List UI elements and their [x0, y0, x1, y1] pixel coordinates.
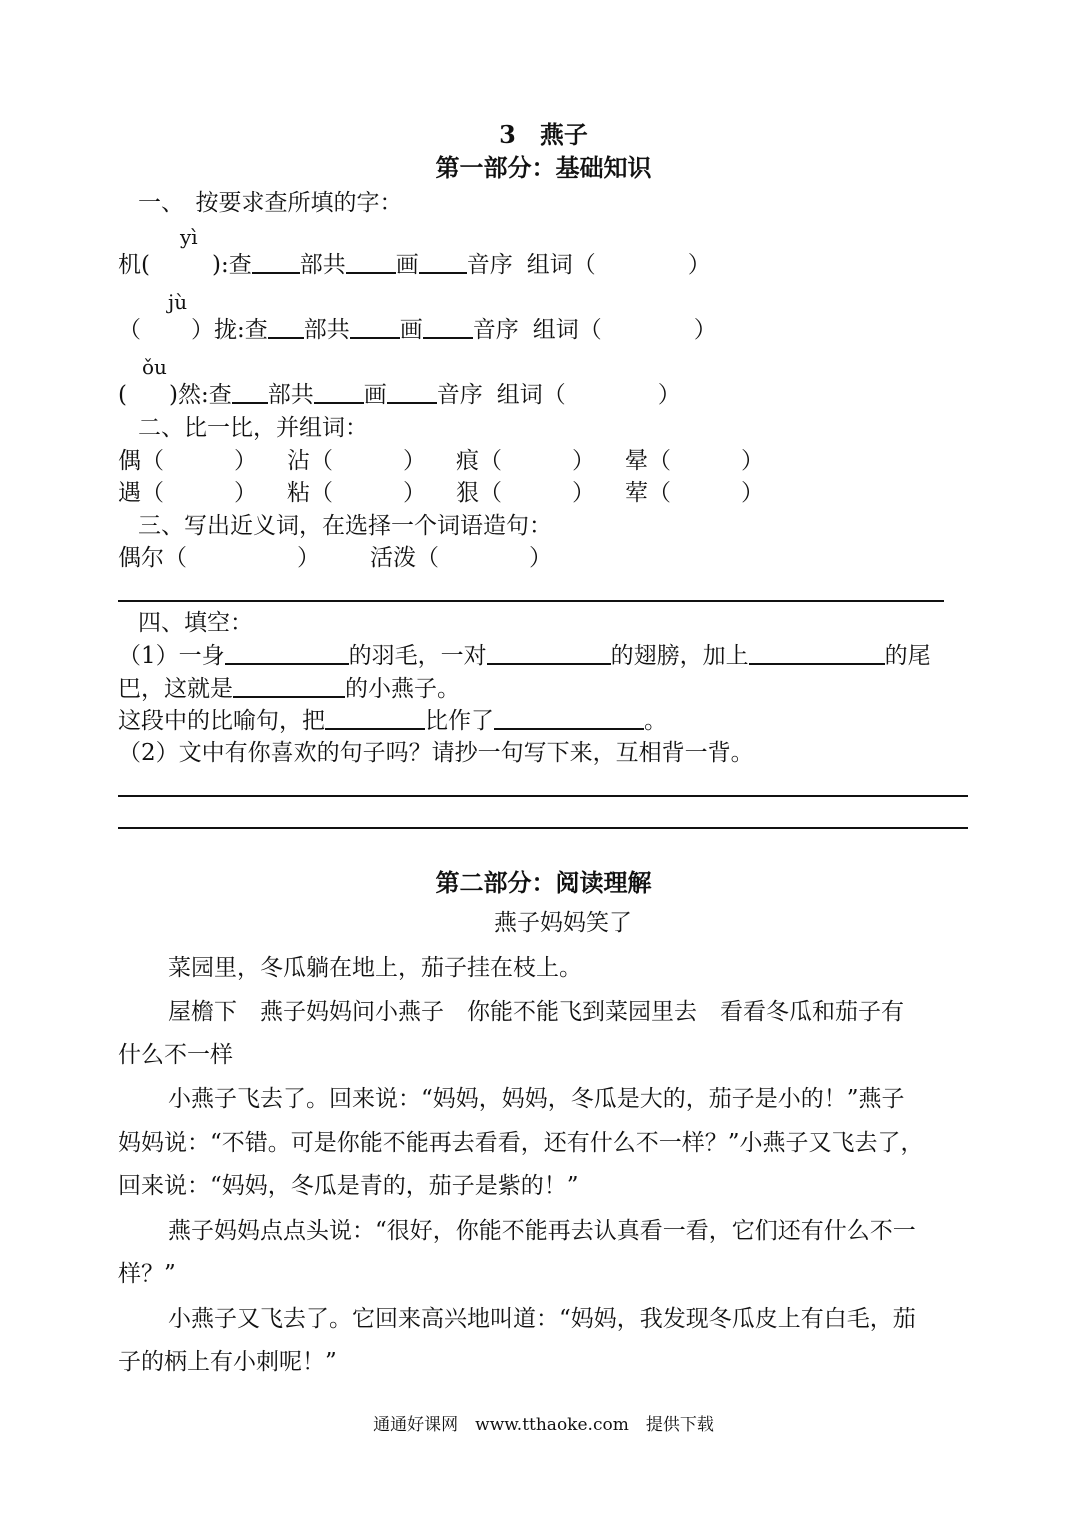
blank-feather[interactable]	[225, 641, 349, 665]
q4-title: 四、填空：	[138, 610, 253, 636]
q1-title: 一、 按要求查所填的字：	[138, 190, 403, 216]
blank-swallow[interactable]	[233, 674, 345, 698]
blank-wings[interactable]	[487, 641, 611, 665]
story-line-5: 妈妈说：“不错。可是你能不能再去看看，还有什么不一样？”小燕子又飞去了，	[118, 1130, 924, 1156]
blank-radical-3[interactable]	[232, 380, 268, 404]
story-line-10: 子的柄上有小刺呢！”	[118, 1349, 337, 1375]
story-line-3: 什么不一样	[118, 1042, 233, 1068]
copy-answer-line-2[interactable]	[118, 827, 968, 829]
blank-radical-1[interactable]	[252, 250, 300, 274]
footer-credit: 通通好课网 www.tthaoke.com 提供下载	[373, 1415, 714, 1435]
blank-order-3[interactable]	[387, 380, 437, 404]
story-line-8: 样？”	[118, 1261, 176, 1287]
q4-line-2: 巴，这就是 的小燕子。	[118, 676, 460, 702]
q1-item-3-char: )然:	[168, 382, 209, 408]
q4-line-1: （1）一身 的羽毛，一对 的翅膀，加上 的尾	[118, 643, 931, 669]
blank-order-1[interactable]	[419, 250, 467, 274]
q4-line-4: （2）文中有你喜欢的句子吗？请抄一句写下来，互相背一背。	[118, 740, 754, 766]
pinyin-yi: yì	[180, 225, 198, 249]
sentence-answer-line[interactable]	[118, 600, 944, 602]
blank-strokes-2[interactable]	[350, 315, 400, 339]
q1-item-2-char: ）拢:	[191, 317, 245, 343]
pinyin-ou: ǒu	[142, 355, 167, 379]
part2-heading: 第二部分：阅读理解	[435, 868, 652, 897]
q1-item-3: ( )然:查 部共 画 音序 组词（ ）	[118, 382, 681, 408]
q3-title: 三、写出近义词，在选择一个词语造句：	[138, 513, 552, 539]
lesson-title: 3 燕子	[499, 120, 588, 149]
story-line-6: 回来说：“妈妈，冬瓜是青的，茄子是紫的！”	[118, 1173, 579, 1199]
q3-words: 偶尔（ ） 活泼（ ）	[118, 545, 552, 571]
q1-item-1-prefix: 机(	[118, 252, 150, 278]
pinyin-ju: jù	[168, 290, 188, 314]
blank-order-2[interactable]	[423, 315, 473, 339]
q1-item-1-char: ):	[211, 252, 229, 278]
story-line-4: 小燕子飞去了。回来说：“妈妈，妈妈，冬瓜是大的，茄子是小的！”燕子	[168, 1086, 905, 1112]
blank-tail[interactable]	[749, 641, 885, 665]
story-line-1: 菜园里，冬瓜躺在地上，茄子挂在枝上。	[168, 955, 582, 981]
q2-row-2: 遇（ ） 粘（ ） 狠（ ） 荤（ ）	[118, 480, 764, 506]
story-line-9: 小燕子又飞去了。它回来高兴地叫道：“妈妈，我发现冬瓜皮上有白毛，茄	[168, 1306, 916, 1332]
blank-simile-a[interactable]	[325, 706, 425, 730]
story-title: 燕子妈妈笑了	[494, 910, 632, 936]
copy-answer-line-1[interactable]	[118, 795, 968, 797]
q1-item-1: 机( ):查 部共 画 音序 组词（ ）	[118, 252, 711, 278]
q2-title: 二、比一比，并组词：	[138, 415, 368, 441]
blank-strokes-3[interactable]	[314, 380, 364, 404]
blank-strokes-1[interactable]	[346, 250, 396, 274]
story-line-2: 屋檐下 燕子妈妈问小燕子 你能不能飞到菜园里去 看看冬瓜和茄子有	[168, 999, 904, 1025]
blank-radical-2[interactable]	[268, 315, 304, 339]
q2-row-1: 偶（ ） 沾（ ） 痕（ ） 晕（ ）	[118, 448, 764, 474]
q1-item-2: （ ）拢:查 部共 画 音序 组词（ ）	[118, 317, 717, 343]
q4-line-3: 这段中的比喻句，把 比作了 。	[118, 708, 667, 734]
story-line-7: 燕子妈妈点点头说：“很好，你能不能再去认真看一看，它们还有什么不一	[168, 1218, 916, 1244]
part1-heading: 第一部分：基础知识	[435, 153, 652, 182]
blank-simile-b[interactable]	[494, 706, 644, 730]
